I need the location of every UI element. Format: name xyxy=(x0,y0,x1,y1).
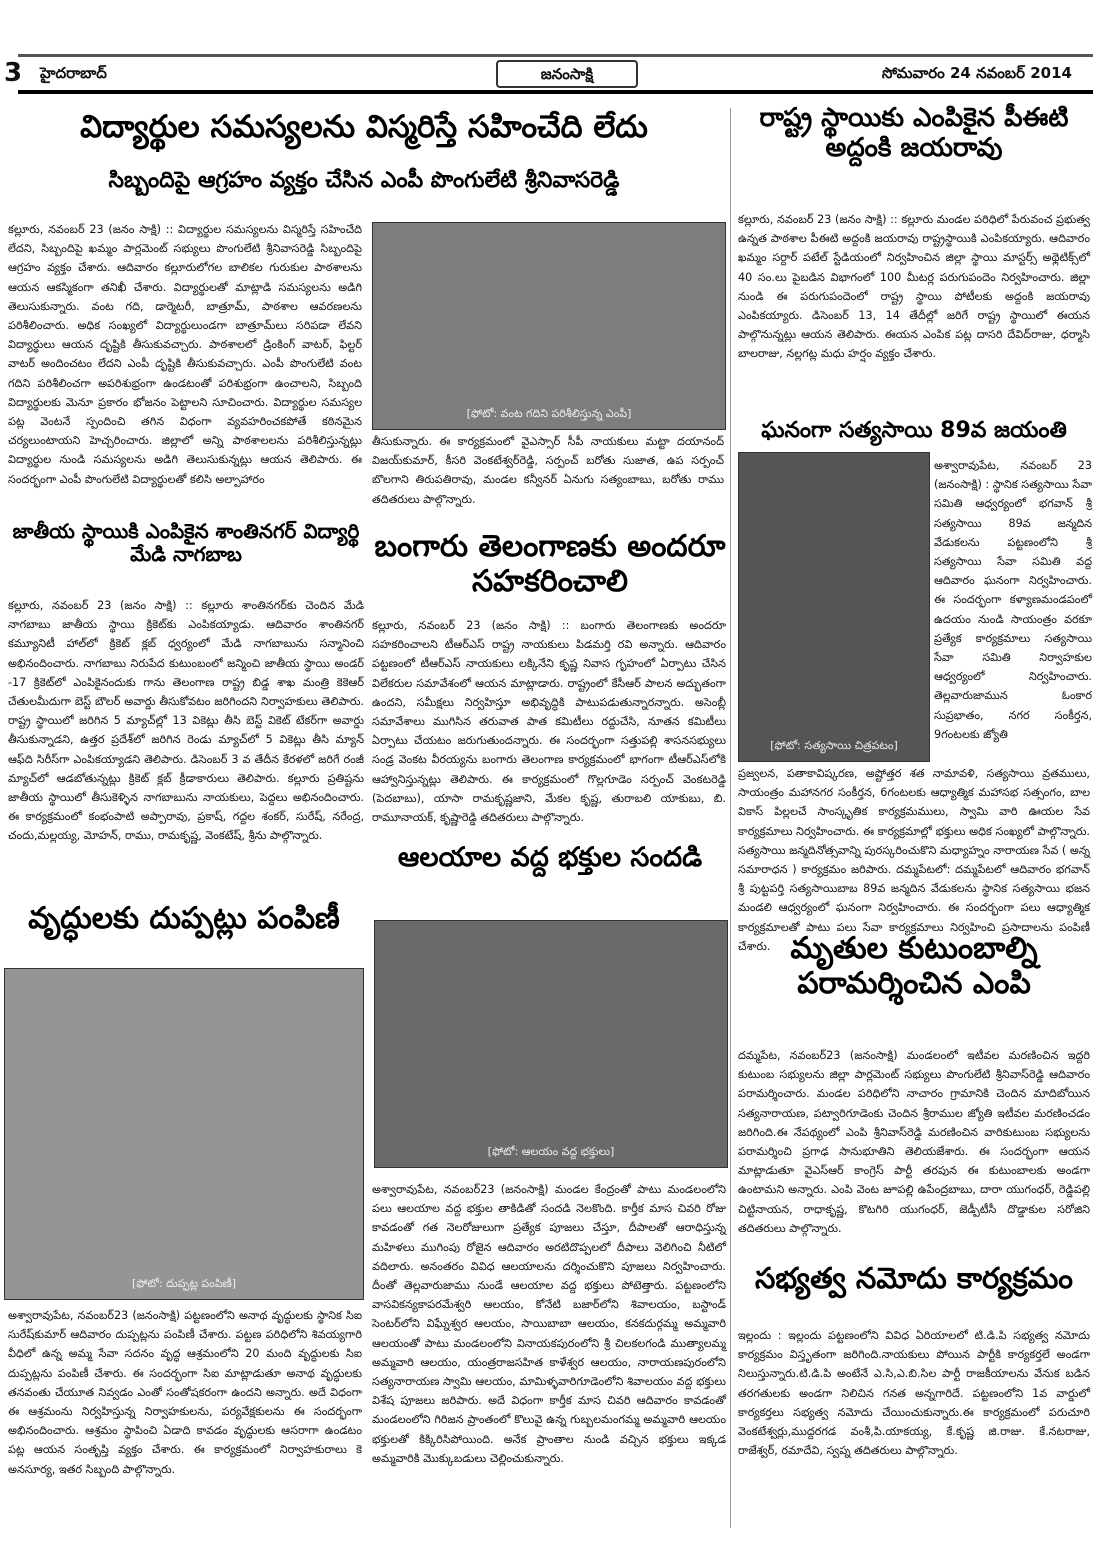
a8-headline: మృతుల కుటుంబాల్ని పరామర్శించిన ఎంపి xyxy=(790,931,1038,1001)
a2-headline: రాష్ట్ర స్థాయికు ఎంపికైన పీఈటి అద్దంకి జయరావు xyxy=(759,103,1069,163)
paper-logo xyxy=(496,60,638,88)
a3-photo xyxy=(738,452,930,762)
a9-headline: సభ్యత్వ నమోదు కార్యక్రమం xyxy=(755,1261,1073,1295)
a1-photo-caption: [ఫోటో: వంట గదిని పరిశీలిస్తున్న ఎంపీ] xyxy=(466,407,632,420)
a6-photo-caption: [ఫోటో: ఆలయం వద్ద భక్తులు] xyxy=(487,1145,615,1158)
a5-body: కల్లూరు, నవంబర్ 23 (జనం సాక్షి) :: బంగారు తెలంగాణకు అందరూ సహకరించాలని టీఆర్ఎస్ రాష్ట్ర నాయకులు పిడమర్తి రవి అన్నారు. ఆదివారం పట్టణంలో టీఆర్ఎస్ నాయకులు లక్కినేని కృష్ణ నివాస గృహంలో ఏర్పాటు చేసిన విలేకరుల సమావేశంలో ఆయన మాట్లాడారు. రాష్ట్రంలో కేసీఆర్ పాలన అద్భుతంగా ఉందని, సమీక్షలు నిర్వహిస్తూ అభివృద్ధికి పాటుపడుతున్నారన్నారు. అసెంబ్లీ సమావేశాలు ముగిసిన తరువాత పాత కమిటీలు రద్దుచేసి, నూతన కమిటీలు ఏర్పాటు చేయటం జరుగుతుందన్నారు. ఈ సందర్భంగా సత్తుపల్లి శాసనసభ్యులు సండ్ర వెంకట వీరయ్యను బంగారు తెలంగాణ కార్యక్రమంలో భాగంగా టీఆర్ఎస్‌లోకి ఆహ్వానిస్తున్నట్లు తెలిపారు. ఈ కార్యక్రమంలో గొల్లగూడెం సర్పంచ్ వెంకటరెడ్డి (పెదబాబు), యాసా రామకృష్ణజాని, మేకల కృష్ణ, తురాబలి యాకుబు, బి. రామూనాయక్, కృష్ణారెడ్డి తదితరులు పాల్గొన్నారు. xyxy=(372,619,726,825)
a7-photo-caption: [ఫోటో: దుప్పట్ల పంపిణీ] xyxy=(131,1277,237,1290)
a3-body-side: అశ్వారావుపేట, నవంబర్ 23 (జనంసాక్షి) : స్థానిక సత్యసాయి సేవా సమితి ఆధ్వర్యంలో భగవాన్ శ్రీ సత్యసాయి 89వ జన్మదిన వేడుకలను పట్టణంలోని శ్రీ సత్యసాయి సేవా సమితి వద్ద ఆదివారం ఘనంగా నిర్వహించారు. ఈ సందర్భంగా కళ్యాణమండపంలో ఉదయం నుండి సాయంత్రం వరకూ ప్రత్యేక కార్యక్రమాలు సత్యసాయి సేవా సమితి నిర్వాహకుల ఆధ్వర్యంలో నిర్వహించారు. తెల్లవారుజామున ఓంకార సుప్రభాతం, నగర సంకీర్తన, 9గంటలకు జ్యోతి xyxy=(934,459,1092,741)
a1-body-left: కల్లూరు, నవంబర్ 23 (జనం సాక్షి) :: విద్యార్థుల సమస్యలను విస్మరిస్తే సహించేది లేదని, సిబ్బందిపై ఖమ్మం పార్లమెంట్ సభ్యులు పొంగులేటి శ్రీనివాసరెడ్డి సిబ్బందిపై ఆగ్రహం వ్యక్తం చేశారు. ఆదివారం కల్లూరులోగల బాలికల గురుకుల పాఠశాలను ఆయన ఆకస్మికంగా తనిఖీ చేశారు. విద్యార్థులతో మాట్లాడి సమస్యలను అడిగి తెలుసుకున్నారు. వంట గది, డార్మెటరీ, బాత్రూమ్, పాఠశాల ఆవరణలను పరిశీలించారు. అధిక సంఖ్యలో విద్యార్థులుండగా బాత్రూమ్‌లు సరిపడా లేవని విద్యార్థులు ఆయన దృష్టికి తీసుకువచ్చారు. పాఠశాలలో డ్రింకింగ్ వాటర్, ఫిల్టర్ వాటర్ అందించటం లేదని ఎంపీ దృష్టికి తీసుకువచ్చారు. ఎంపీ పొంగులేటి వంట గదిని పరిశీలించగా అపరిశుభ్రంగా ఉండటంతో పరిశుభ్రంగా ఉంచాలని, సిబ్బంది విద్యార్థులకు మెనూ ప్రకారం భోజనం పెట్టాలని సూచించారు. విద్యార్థుల సమస్యల పట్ల వెంటనే స్పందించి తగిన విధంగా వ్యవహరించకపోతే కఠినమైన చర్యలుంటాయని హెచ్చరించారు. జిల్లాలో అన్ని పాఠశాలలను పరిశీలిస్తున్నట్లు విద్యార్థుల నుండి సమస్యలను అడిగి తెలుసుకున్నట్లు ఆయన తెలిపారు. ఈ సందర్భంగా ఎంపీ పొంగులేటి విద్యార్థులతో కలిసి అల్పాహారం xyxy=(8,223,362,486)
a6-body: అశ్వారావుపేట, నవంబర్23 (జనంసాక్షి) మండల కేంద్రంతో పాటు మండలంలోని పలు ఆలయాల వద్ద భక్తుల తాకిడితో సందడి నెలకొంది. కార్తీక మాస చివరి రోజు కావడంతో గత నెలరోజులుగా ప్రత్యేక పూజలు చేస్తూ, దీపాలతో ఆరాధిస్తున్న మహిళలు ముగింపు రోజైన ఆదివారం అరటిదొప్పలలో దీపాలు వెలిగించి నీటిలో వదిలారు. అనంతరం వివిధ ఆలయాలను దర్శించుకొని పూజలు నిర్వహించారు. దీంతో తెల్లవారుజాము నుండే ఆలయాల వద్ద భక్తులు పోటెత్తారు. పట్టణంలోని వాసవికన్యకాపరమేశ్వరి ఆలయం, కోనేటి బజార్‌లోని శివాలయం, బస్టాండ్ సెంటర్‌లోని విఘ్నేశ్వర ఆలయం, సాయిబాబా ఆలయం, కనకదుర్గమ్మ అమ్మవారి ఆలయంతో పాటు మండలంలోని వినాయకపురంలోని శ్రీ చిలకలగండి ముత్యాలమ్మ అమ్మవారి ఆలయం, యంత్రరాజసహిత కాళేశ్వర ఆలయం, నారాయణపురంలోని సత్యనారాయణ స్వామి ఆలయం, మామిళ్ళవారిగూడెంలోని శివాలయం వద్ద భక్తులు విశేష పూజలు జరిపారు. అదే విధంగా కార్తీక మాస చివరి ఆదివారం కావడంతో మండలంలోని గిరిజన ప్రాంతంలో కొలువై ఉన్న గుబ్బలమంగమ్మ అమ్మవారి ఆలయం భక్తులతో కిక్కిరిసిపోయింది. అనేక ప్రాంతాల నుండి వచ్చిన భక్తులు ఇక్కడ అమ్మవారికి మొక్కుబడులు చెల్లించుకున్నారు. xyxy=(372,1183,726,1465)
a9-body: ఇల్లందు : ఇల్లందు పట్టణంలోని వివిధ ఏరియాలలో టి.డి.పి సభ్యత్వ నమోదు కార్యక్రమం విస్తృతంగా జరిగింది.నాయకులు పోయిన పార్టీకి కార్యకర్తలే అండగా నిలుస్తున్నారు.టి.డి.పి అంటేనే ఎ.సి,ఎ.బి.సిల పార్టీ రాజకీయాలను వేనుక బడిన తరగతులకు అండగా నిలిచిన గనత అన్నగారిదే. పట్టణంలోని 1వ వార్డులో కార్యకర్తలు సభ్యత్వ నమోదు చేయించుకున్నారు.ఈ కార్యక్రమంలో పరుచూరి వెంకటేశ్వర్లు,ముద్దరగడ వంశీ,పి.యాకయ్య, కే.కృష్ణ జి.రాజు. కే.నటరాజు, రాజేశ్వర్, రమాదేవి, స్వప్న తదితరులు పాల్గొన్నారు. xyxy=(738,1329,1090,1458)
masthead-top-rule xyxy=(18,54,1093,57)
page-number: 3 xyxy=(4,58,23,88)
a7-photo xyxy=(4,968,364,1300)
a1-photo xyxy=(372,222,726,430)
a1-subheadline: సిబ్బందిపై ఆగ్రహం వ్యక్తం చేసిన ఎంపీ పొంగులేటి శ్రీనివాసరెడ్డి xyxy=(108,168,620,193)
a8-body: దమ్మపేట, నవంబర్23 (జనంసాక్షి) మండలంలో ఇటీవల మరణించిన ఇద్దరి కుటుంబ సభ్యులను జిల్లా పార్లమెంట్ సభ్యులు పొంగులేటి శ్రీనివాస్‌రెడ్డి ఆదివారం పరామర్శించారు. మండల పరిధిలోని నాచారం గ్రామానికి చెందిన మాదిబోయిన సత్యనారాయణ, పట్వారిగూడెంకు చెందిన శ్రీరాముల జ్యోతి ఇటీవల మరణించడం జరిగింది.ఈ నేపథ్యంలో ఎంపి శ్రీనివాస్‌రెడ్డి మరణించిన వారికుటుంబ సభ్యులను పరామర్శించి ప్రగాఢ సానుభూతిని తెలియజేశారు. ఈ సందర్భంగా ఆయన మాట్లాడుతూ వైఎస్ఆర్ కాంగ్రెస్ పార్టీ తరపున ఈ కుటుంబాలకు అండగా ఉంటామని అన్నారు. ఎంపి వెంట జూపల్లి ఉపేంద్రబాబు, దారా యుగంధర్, రెడ్డిపల్లి చిట్టినాయన, రాధాకృష్ణ, కొటగిరి యుగంధర్, జెడ్పీటీసీ దొడ్డాకుల సరోజిని తదితరులు పాల్గొన్నారు. xyxy=(738,1049,1090,1235)
a4-headline: జాతీయ స్థాయికి ఎంపికైన శాంతినగర్ విద్యార్థి మేడి నాగబాబ xyxy=(12,519,360,566)
a3-body-full: ప్రజ్వలన, పతాకావిష్కరణ, అష్టోత్తర శత నామావళి, సత్యసాయి వ్రతములు, సాయంత్రం మహానగర సంకీర్తన, 6గంటలకు ఆధ్యాత్మిక మహాసభ సత్సంగం, బాల వికాస్ పిల్లలచే సాంస్కృతిక కార్యక్రమములు, స్వామి వారి ఊయల సేవ కార్యక్రమాలు నిర్వహించారు. ఈ కార్యక్రమాల్లో భక్తులు అధిక సంఖ్యలో పాల్గొన్నారు. సత్యసాయి జన్మదినోత్సవాన్ని పురస్కరించుకొని మధ్యాహ్నం నారాయణ సేవ ( అన్న సమారాధన ) కార్యక్రమం జరిపారు. దమ్మపేటలో: దమ్మపేటలో ఆదివారం భగవాన్ శ్రీ పుట్టపర్తి సత్యసాయిబాబ 89వ జన్మదిన వేడుకలను స్థానిక సత్యసాయి భజన మండలి ఆధ్వర్యంలో ఘనంగా నిర్వహించారు. ఈ సందర్భంగా పలు ఆధ్యాత్మిక కార్యక్రమాలతో పాటు పలు సేవా కార్యక్రమాలు నిర్వహించి ప్రసాదాలను పంపిణీ చేశారు. xyxy=(738,767,1090,953)
masthead xyxy=(0,40,1100,100)
date-label: సోమవారం 24 నవంబర్ 2014 xyxy=(881,64,1072,82)
a1-headline: విద్యార్థుల సమస్యలను విస్మరిస్తే సహించేది లేదు xyxy=(80,109,648,145)
paper-name: జనంసాక్షి xyxy=(540,65,594,83)
a2-body: కల్లూరు, నవంబర్ 23 (జనం సాక్షి) :: కల్లూరు మండల పరిధిలో పేరువంచ ప్రభుత్వ ఉన్నత పాఠశాల పీఈటి అద్దంకి జయరావు రాష్ట్రస్థాయికి ఎంపికయ్యారు. ఆదివారం ఖమ్మం సర్దార్ పటేల్ స్టేడియంలో నిర్వహించిన జిల్లా స్థాయి మాస్టర్స్ అథ్లెటిక్స్‌లో 40 సం.లు పైబడిన విభాగంలో 100 మీటర్ల పరుగుపందెం నిర్వహించారు. జిల్లా నుండి ఈ పరుగుపందెంలో రాష్ట్ర స్థాయి పోటీలకు అద్దంకి జయరావు ఎంపికయ్యారు. డిసెంబర్ 13, 14 తేదీల్లో జరిగే రాష్ట్ర స్థాయిలో ఈయన పాల్గొనున్నట్లు ఆయన తెలిపారు. ఈయన ఎంపిక పట్ల దాసరి దేవిద్‌రాజు, ధర్మాసి బాలరాజు, నల్లగట్ల మధు హర్షం వ్యక్తం చేశారు. xyxy=(738,213,1090,361)
a5-headline: బంగారు తెలంగాణకు అందరూ సహకరించాలి xyxy=(374,529,726,599)
a1-body-right: తీసుకున్నారు. ఈ కార్యక్రమంలో వైఎస్సార్ సీపీ నాయకులు మట్టా దయానంద్ విజయ్‌కుమార్, కీసరి వెంకటేశ్వర్‌రెడ్డి, సర్పంచ్ బరోతు సుజాత, ఉప సర్పంచ్ బొలగాని తిరుపతిరావు, మండల కన్వీనర్ ఏనుగు సత్యంబాబు, బరోతు రాము తదితరులు పాల్గొన్నారు. xyxy=(372,435,724,506)
a7-body: అశ్వారావుపేట, నవంబర్23 (జనంసాక్షి) పట్టణంలోని అనాథ వృద్ధులకు స్థానిక సిఐ సురేష్‌కుమార్ ఆదివారం దుప్పట్లను పంపిణీ చేశారు. పట్టణ పరిధిలోని శివయ్యగారి వీధిలో ఉన్న అమ్మ సేవా సదనం వృద్ధ ఆశ్రమంలోని 20 మంది వృద్ధులకు సిఐ దుప్పట్లను పంపిణీ చేశారు. ఈ సందర్భంగా సిఐ మాట్లాడుతూ అనాథ వృద్ధులకు తనవంతు చేయూత నివ్వడం ఎంతో సంతోషకరంగా ఉందని అన్నారు. అదే విధంగా ఈ ఆశ్రమంను నిర్వహిస్తున్న నిర్వాహకులను, పర్యవేక్షకులను ఈ సందర్భంగా అభినందించారు. ఆశ్రమం స్థాపించి ఏడాది కావడం వృద్ధులకు ఆసరాగా ఉండటం పట్ల ఆయన సంతృప్తి వ్యక్తం చేశారు. ఈ కార్యక్రమంలో నిర్వాహకురాలు కె అనసూర్య, ఇతర సిబ్బంది పాల్గొన్నారు. xyxy=(8,1309,362,1476)
a6-headline: ఆలయాల వద్ద భక్తుల సందడి xyxy=(397,842,703,873)
a4-body: కల్లూరు, నవంబర్ 23 (జనం సాక్షి) :: కల్లూరు శాంతినగర్‌కు చెందిన మేడి నాగబాబు జాతీయ స్థాయి క్రికెట్‌కు ఎంపికయ్యాడు. ఆదివారం శాంతినగర్ కమ్యూనిటీ హాల్‌లో క్రికెట్ క్లబ్ ధ్వర్యంలో మేడి నాగబాబును సన్మానించి అభినందించారు. నాగబాబు నిరుపేద కుటుంబంలో జన్మించి జాతీయ స్థాయి అండర్ -17 క్రికెట్‌లో ఎంపికైనందుకు గాను తెలంగాణ రాష్ట్ర బిడ్డ శాఖ మంత్రి కెకెఆర్ చేతులమీదుగా బెస్ట్ బౌలర్ అవార్డు తీసుకోవటం జరిగిందని నిర్వాహకులు తెలిపారు. రాష్ట్ర స్థాయిలో జరిగిన 5 మ్యాచ్‌ల్లో 13 వికెట్లు తీసి బెస్ట్ వికెట్ టేకర్‌గా అవార్డు తీసుకున్నాడని, ఉత్తర ప్రదేశ్‌లో జరిగిన రెండు మ్యాచ్‌లో 5 వికెట్లు తీసి మ్యాన్ ఆఫ్‌ది సిరీస్‌గా ఎంపికయ్యాడని తెలిపారు. డిసెంబర్ 3 వ తేదీన కేరళలో జరిగే రంజీ మ్యాచ్‌లో ఆడబోతున్నట్లు క్రికెట్ క్లబ్ క్రీడాకారులు తెలిపారు. కల్లూరు ప్రతిష్టను జాతీయ స్థాయిలో తీసుకెళ్ళిన నాగబాబును నాయకులు, పెద్దలు అభినందించారు. ఈ కార్యక్రమంలో కంభంపాటి అప్పారావు, ప్రకాష్, గద్దల శంకర్, సురేష్, నరేంద్ర, చందు,మల్లయ్య, మోహన్, రాము, రామకృష్ణ, వెంకటేష్, శ్రీను పాల్గొన్నారు. xyxy=(8,599,364,843)
a3-photo-caption: [ఫోటో: సత్యసాయి చిత్రపటం] xyxy=(770,739,898,752)
a3-headline: ఘనంగా సత్యసాయి 89వ జయంతి xyxy=(761,418,1067,443)
city-label: హైదరాబాద్ xyxy=(40,64,107,82)
a6-photo xyxy=(374,920,728,1168)
column-rule xyxy=(730,108,731,1528)
a7-headline: వృద్ధులకు దుప్పట్లు పంపిణీ xyxy=(28,901,340,936)
masthead-bottom-rule xyxy=(18,90,1093,94)
